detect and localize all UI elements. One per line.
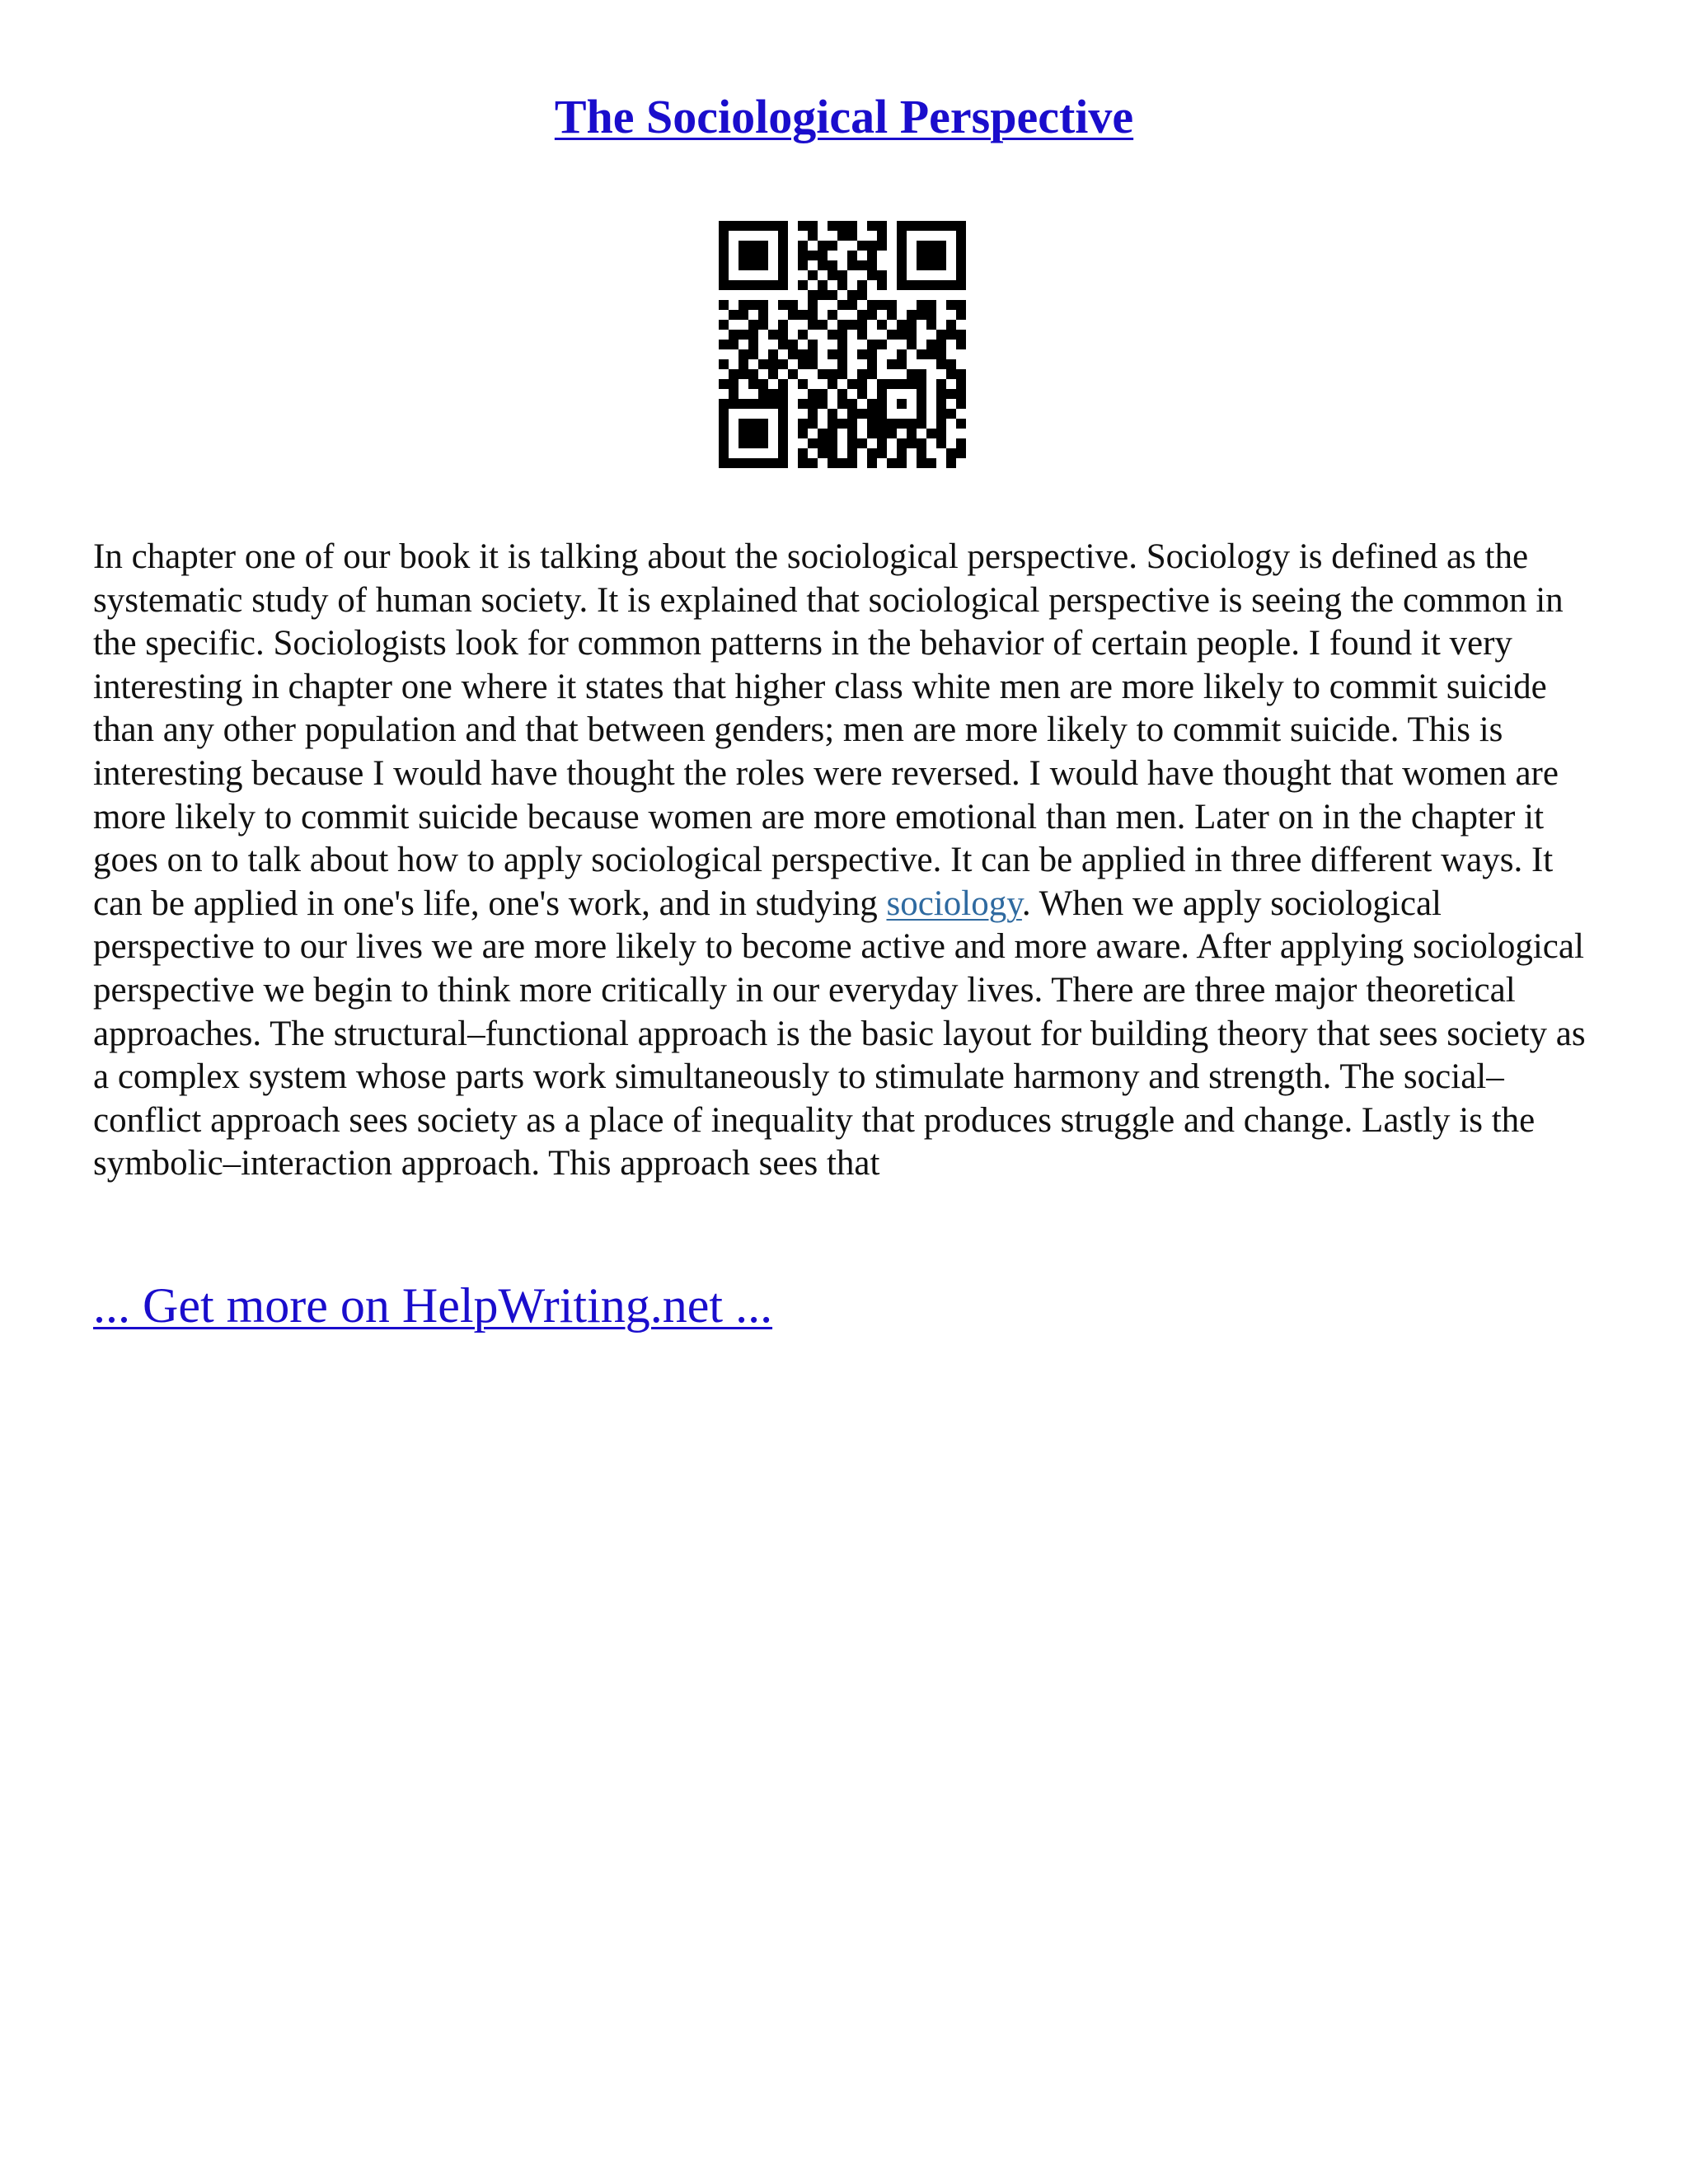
qr-code-icon [719, 221, 966, 468]
page-title-link[interactable]: The Sociological Perspective [554, 90, 1134, 143]
title-container [0, 89, 1688, 144]
get-more-link[interactable]: ... Get more on HelpWriting.net ... [93, 1278, 773, 1333]
sociology-link[interactable]: sociology [886, 883, 1022, 923]
paragraph-text-part-1: In chapter one of our book it is talking about the sociological perspective. Sociology is defined as the systematic study of human society. It is explained that sociological perspective is seeing the common in the specific. Sociologists look for common patterns in the behavior of certain people. I found it very interesting in chapter one where it states that higher class white men are more likely to commit suicide than any other population and that between genders; men are more likely to commit suicide. This is interesting because I would have thought the roles were reversed. I would have thought that women are more likely to commit suicide because women are more emotional than men. Later on in the chapter it goes on to talk about how to apply sociological perspective. It can be applied in three different ways. It can be applied in one's life, one's work, and in studying [93, 537, 1564, 923]
body-paragraph [93, 536, 1601, 1186]
paragraph-text-part-2: . When we apply sociological perspective to our lives we are more likely to become active and more aware. After applying sociological perspective we begin to think more critically in our everyday lives. There are three major theoretical approaches. The structural–functional approach is the basic layout for building theory that sees society as a complex system whose parts work simultaneously to stimulate harmony and strength. The social–conflict approach sees society as a place of inequality that produces struggle and change. Lastly is the symbolic–interaction approach. This approach sees that [93, 883, 1586, 1183]
